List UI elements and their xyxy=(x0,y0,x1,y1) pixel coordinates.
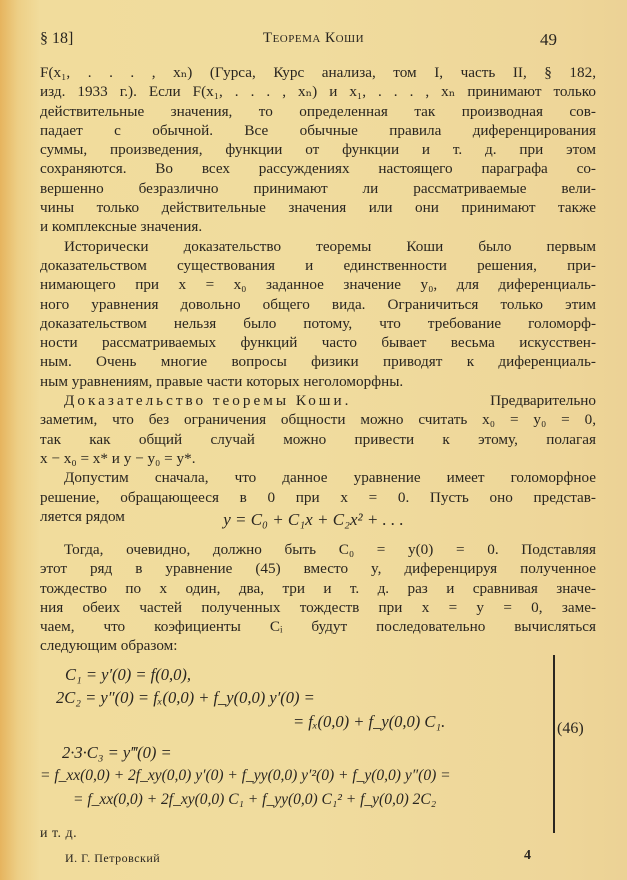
text-line: решение, обращающееся в 0 при x = 0. Пусть оно представ- xyxy=(40,488,596,506)
text-line: этот ряд в уравнение (45) вместо y, диференцируя полученное xyxy=(40,560,596,578)
text-line: ности рассматриваемых функций часто бывает весьма искусствен- xyxy=(40,334,596,352)
text-line: чаем, что коэфициенты Cᵢ будут последовательно вычисляться xyxy=(40,618,596,636)
text-line: F(x₁, . . . , xₙ) (Гурса, Курс анализа, том I, часть II, § 182, xyxy=(40,64,596,81)
text-fragment: Предварительно xyxy=(490,392,596,410)
equation-line: 2·3·C₃ = y‴(0) = xyxy=(62,743,172,762)
text-line: Тогда, очевидно, должно быть C₀ = y(0) = 0. Подставляя xyxy=(64,541,596,558)
text-line: x − x₀ = x* и y − y₀ = y*. xyxy=(40,449,196,467)
text-line: падает с обычной. Все обычные правила диференцирования xyxy=(40,121,596,139)
body-text xyxy=(40,63,596,526)
text-line: так как общий случай можно привести к этому, полагая xyxy=(40,430,596,448)
text-line: суммы, произведения, функции от функции и т. д. при этом xyxy=(40,141,596,159)
closing-text: и т. д. xyxy=(40,826,78,841)
equation-line: = f_xx(0,0) + 2f_xy(0,0) C₁ + f_yy(0,0) C₁² + f_y(0,0) 2C₂ xyxy=(73,791,437,808)
text-line: ляется рядом xyxy=(40,507,125,525)
proof-heading: Доказательство теоремы Коши. xyxy=(64,392,352,410)
text-line: нимающего при x = x₀ заданное значение y₀, для диференциаль- xyxy=(40,276,596,294)
equation-line: = f_xx(0,0) + 2f_xy(0,0) y′(0) + f_yy(0,0) y′²(0) + f_y(0,0) y″(0) = xyxy=(40,767,451,784)
text-line: Допустим сначала, что данное уравнение имеет голоморфное xyxy=(64,469,596,487)
text-line: доказательством существования и единственности решения, при- xyxy=(40,256,596,274)
equation-bracket xyxy=(553,655,555,833)
equation-line: = fₓ(0,0) + f_y(0,0) C₁. xyxy=(293,712,446,731)
paragraph xyxy=(40,237,596,391)
equation-line: C₁ = y′(0) = f(0,0), xyxy=(65,665,192,684)
text-line: ния обеих частей полученных тождеств при x = y = 0, заме- xyxy=(40,598,596,616)
text-line: ным уравнениям, правые части которых неголоморфны. xyxy=(40,372,404,390)
text-line: заметим, что без ограничения общности можно считать x₀ = y₀ = 0, xyxy=(40,411,596,429)
equation-line: 2C₂ = y″(0) = fₓ(0,0) + f_y(0,0) y′(0) = xyxy=(56,688,315,707)
text-line: ного уравнения довольно общего вида. Ограничиться только этим xyxy=(40,295,596,313)
section-marker: § 18] xyxy=(40,30,74,47)
signature-mark: 4 xyxy=(524,848,532,863)
text-line: Исторически доказательство теоремы Коши было первым xyxy=(64,237,596,255)
text-line: следующим образом: xyxy=(40,637,178,655)
text-line xyxy=(40,391,596,410)
page-number: 49 xyxy=(540,30,557,49)
equation-number: (46) xyxy=(557,720,584,737)
paragraph xyxy=(40,63,596,237)
text-line: вершенно безразлично принимают ли рассматриваемые вели- xyxy=(40,179,596,197)
text-line: изд. 1933 г.). Если F(x₁, . . . , xₙ) и x₁, . . . , xₙ принимают только xyxy=(40,83,596,101)
text-line: и комплексные значения. xyxy=(40,218,203,236)
text-line: сохраняются. Во всех рассуждениях настоящего параграфа со- xyxy=(40,160,596,178)
paragraph xyxy=(40,540,596,656)
text-line: доказательством нельзя было потому, что требование голоморф- xyxy=(40,314,596,332)
running-title: Теорема Коши xyxy=(262,30,365,46)
body-text-continued xyxy=(40,540,596,656)
signature-author: И. Г. Петровский xyxy=(65,851,161,865)
text-line: действительные значения, то определенная так производная сов- xyxy=(40,102,596,120)
text-line: ным. Очень многие вопросы физики приводят к диференциаль- xyxy=(40,353,596,371)
paragraph xyxy=(40,391,596,468)
text-line: чины только действительные значения или они принимают также xyxy=(40,199,596,217)
text-line: тождество по x один, два, три и т. д. раз и сравнивая значе- xyxy=(40,579,596,597)
series-formula: y = C₀ + C₁x + C₂x² + . . . xyxy=(223,510,404,529)
